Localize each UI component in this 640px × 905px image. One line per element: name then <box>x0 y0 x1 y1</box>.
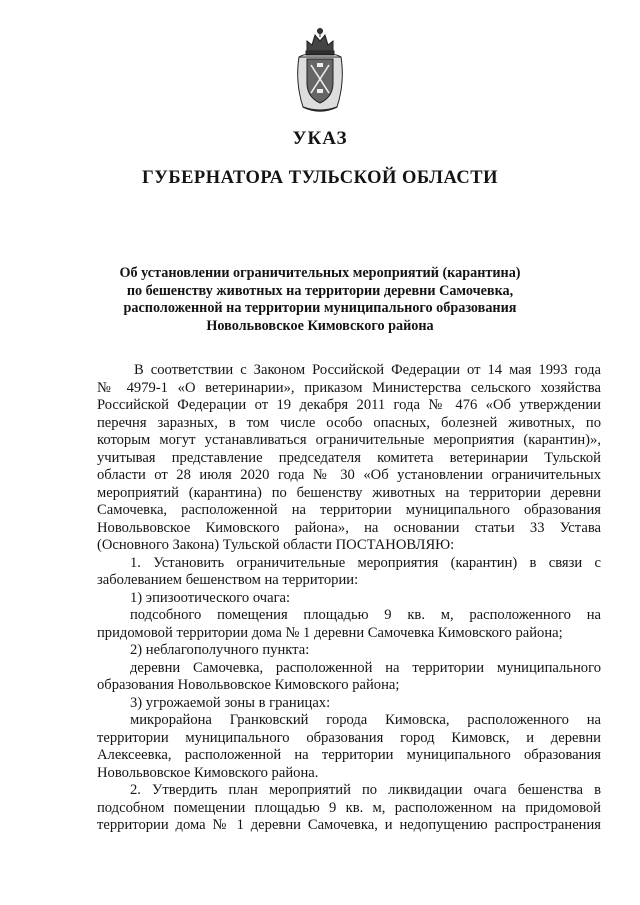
body-line: В соответствии с Законом Российской Федерации от 14 мая 1993 года <box>134 362 601 378</box>
body-line: Российской Федерации от 19 декабря 2011 года № 476 «Об утверждении <box>97 397 601 413</box>
body-line: которым могут устанавливаться ограничительные мероприятия (карантин)», <box>97 432 601 448</box>
body-line: микрорайона Гранковский города Кимовска, расположенного на <box>130 712 601 728</box>
body-line: придомовой территории дома № 1 деревни Самочевка Кимовского района; <box>97 624 563 641</box>
body-line: Алексеевка, расположенной на территории муниципального образования <box>97 747 601 763</box>
body-line: 1. Установить ограничительные мероприятия (карантин) в связи с <box>130 554 601 571</box>
body-line: 2. Утвердить план мероприятий по ликвидации очага бешенства в <box>130 782 601 798</box>
body-line: мероприятий (карантина) по бешенству животных на территории деревни <box>97 484 601 501</box>
heading-line: Новольвовское Кимовского района <box>206 317 434 334</box>
body-line: подсобном помещении площадью 9 кв. м, расположенном на придомовой <box>97 799 601 816</box>
body-line: области от 28 июля 2020 года № 30 «Об установлении ограничительных <box>97 467 601 483</box>
body-line: территории муниципального образования город Кимовск, и деревни <box>97 729 601 746</box>
issuer-title: ГУБЕРНАТОРА ТУЛЬСКОЙ ОБЛАСТИ <box>142 168 498 188</box>
decree-body <box>97 362 601 835</box>
body-line: 1) эпизоотического очага: <box>130 589 291 606</box>
body-line: Новольвовское Кимовского района», на основании статьи 33 Устава <box>97 519 601 536</box>
body-line: перечня заразных, в том числе особо опасных, болезней животных, по <box>97 414 601 431</box>
decree-heading <box>100 265 540 335</box>
body-line: 3) угрожаемой зоны в границах: <box>130 694 331 711</box>
coat-of-arms-emblem <box>293 27 347 115</box>
heading-line: расположенной на территории муниципального образования <box>123 300 517 316</box>
heading-line: Об установлении ограничительных мероприятий (карантина) <box>119 265 521 281</box>
body-line: учитывая представление председателя комитета ветеринарии Тульской <box>97 449 601 466</box>
body-line: (Основного Закона) Тульской области ПОСТАНОВЛЯЮ: <box>97 537 455 553</box>
body-line: 2) неблагополучного пункта: <box>130 642 310 658</box>
document-type-title: УКАЗ <box>292 128 348 149</box>
body-line: деревни Самочевка, расположенной на территории муниципального <box>130 659 601 676</box>
body-line: подсобного помещения площадью 9 кв. м, расположенного на <box>130 607 601 623</box>
body-line: № 4979-1 «О ветеринарии», приказом Министерства сельского хозяйства <box>97 379 601 396</box>
heading-line: по бешенству животных на территории деревни Самочевка, <box>126 282 514 299</box>
body-line: Новольвовское Кимовского района. <box>97 764 319 781</box>
body-line: Самочевка, расположенной на территории муниципального образования <box>97 502 601 518</box>
body-line: территории дома № 1 деревни Самочевка, и недопущению распространения <box>97 817 601 833</box>
body-line: заболеванием бешенством на территории: <box>97 572 359 588</box>
body-line: образования Новольвовское Кимовского района; <box>97 677 400 693</box>
